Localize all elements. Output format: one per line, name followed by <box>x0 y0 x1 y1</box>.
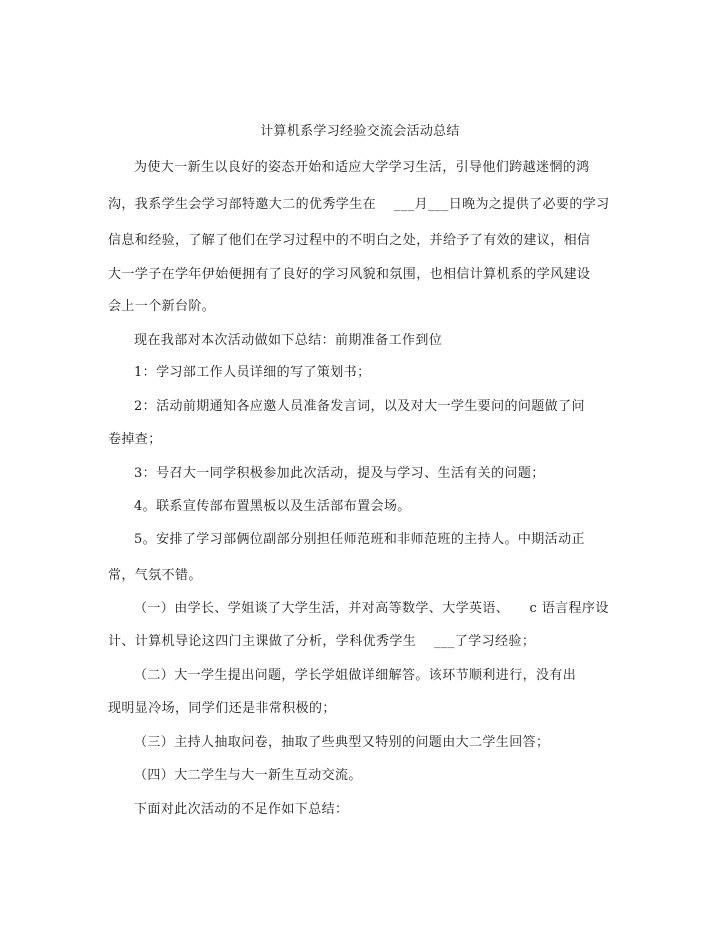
paragraph-line: 现在我部对本次活动做如下总结：前期准备工作到位 <box>134 333 443 348</box>
document-title: 计算机系学习经验交流会活动总结 <box>260 124 460 139</box>
list-item: 4。联系宣传部布置黑板以及生活部布置会场。 <box>134 499 411 514</box>
paragraph-line: 会上一个新台阶。 <box>108 299 216 314</box>
list-item: 3：号召大一同学积极参加此次活动，提及与学习、生活有关的问题； <box>134 466 545 481</box>
list-item-continuation: 常，气氛不错。 <box>108 568 202 583</box>
paragraph-line: 沟，我系学生会学习部特邀大二的优秀学生在 ___月___日晚为之提供了必要的学习 <box>108 197 610 212</box>
sub-item: （三）主持人抽取问卷，抽取了些典型又特别的问题由大二学生回答； <box>134 735 550 750</box>
list-item-continuation: 卷掉查； <box>108 432 162 447</box>
sub-item: （二）大一学生提出问题，学长学姐做详细解答。该环节顺利进行，没有出 <box>134 668 577 683</box>
paragraph-line: 大一学子在学年伊始便拥有了良好的学习风貌和氛围，也相信计算机系的学风建设 <box>108 267 591 282</box>
sub-item: （四）大二学生与大一新生互动交流。 <box>134 768 362 783</box>
sub-item: （一）由学长、学姐谈了大学生活，并对高等数学、大学英语、 c 语言程序设 <box>134 601 609 616</box>
sub-item-continuation: 计、计算机导论这四门主课做了分析，学科优秀学生 ___了学习经验； <box>108 634 536 649</box>
list-item: 1：学习部工作人员详细的写了策划书； <box>134 365 371 380</box>
paragraph-line: 信息和经验，了解了他们在学习过程中的不明白之处，并给予了有效的建议，相信 <box>108 233 591 248</box>
paragraph-line: 下面对此次活动的不足作如下总结： <box>134 802 349 817</box>
list-item: 5。安排了学习部俩位副部分别担任师范班和非师范班的主持人。中期活动正 <box>134 532 585 547</box>
sub-item-continuation: 现明显冷场，同学们还是非常积极的； <box>108 701 336 716</box>
list-item: 2：活动前期通知各应邀人员准备发言词，以及对大一学生要问的问题做了问 <box>134 399 585 414</box>
paragraph-line: 为使大一新生以良好的姿态开始和适应大学学习生活，引导他们跨越迷惘的鸿 <box>134 160 590 175</box>
